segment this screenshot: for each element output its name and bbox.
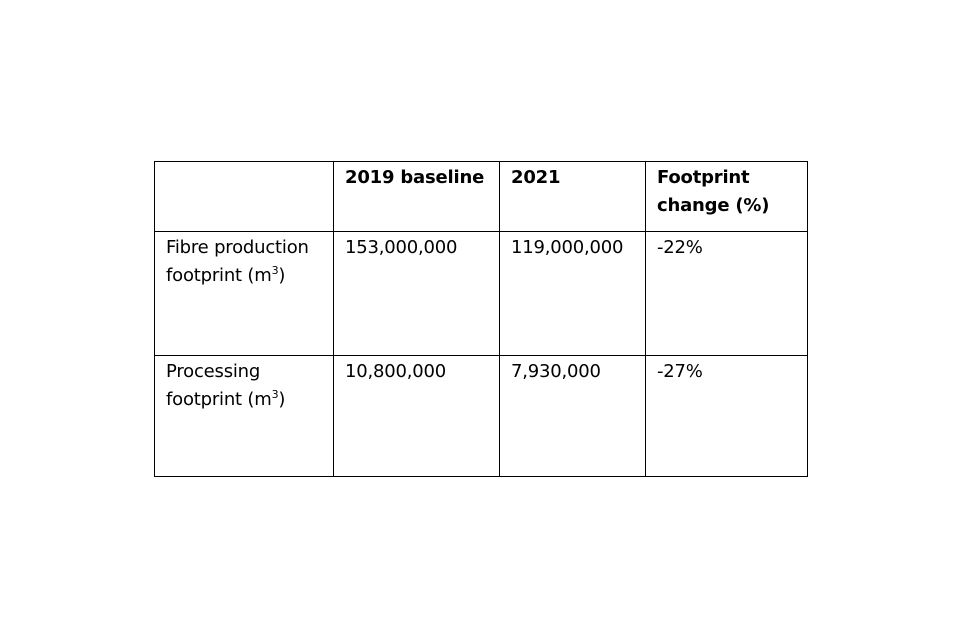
cell-footprint-change: -22% [646, 232, 808, 356]
row-label-processing [155, 356, 334, 477]
cell-2019-baseline: 10,800,000 [334, 356, 500, 477]
column-header-footprint-change: Footprint change (%) [646, 162, 808, 232]
row-label-text: Fibre production footprint (m [166, 237, 309, 286]
column-header-empty [155, 162, 334, 232]
row-label-superscript: 3 [271, 264, 279, 277]
column-header-2021: 2021 [500, 162, 646, 232]
footprint-table [154, 161, 808, 477]
row-label-end: ) [278, 389, 286, 410]
row-label-fibre-production [155, 232, 334, 356]
row-label-superscript: 3 [271, 388, 279, 401]
column-header-2019-baseline: 2019 baseline [334, 162, 500, 232]
table-header-row [155, 162, 808, 232]
row-label-end: ) [278, 265, 286, 286]
cell-2021: 119,000,000 [500, 232, 646, 356]
cell-2021: 7,930,000 [500, 356, 646, 477]
cell-footprint-change: -27% [646, 356, 808, 477]
cell-2019-baseline: 153,000,000 [334, 232, 500, 356]
table-row [155, 356, 808, 477]
row-label-text: Processing footprint (m [166, 361, 272, 410]
table-row [155, 232, 808, 356]
